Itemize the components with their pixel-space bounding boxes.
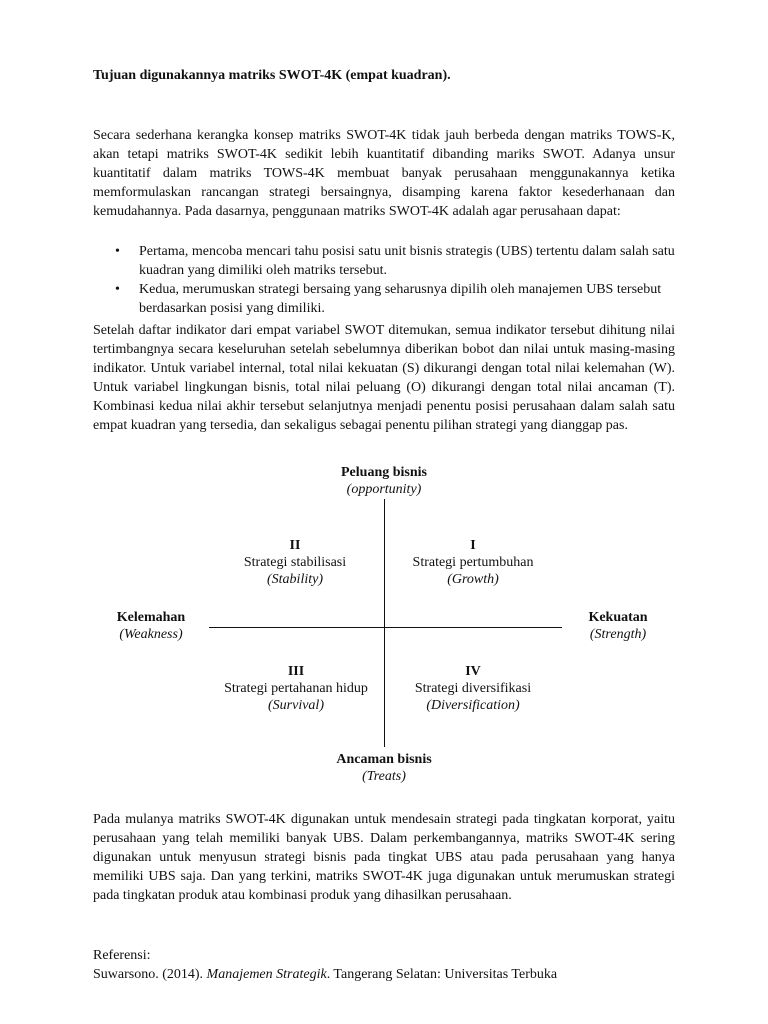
quadrant-3-english: (Survival)	[268, 698, 324, 713]
opportunity-sublabel: (opportunity)	[346, 482, 422, 497]
threat-label: Ancaman bisnis	[336, 752, 432, 767]
quadrant-1-english: (Growth)	[447, 572, 499, 587]
threat-sublabel: (Treats)	[362, 769, 406, 784]
quadrant-3-number: III	[287, 664, 305, 679]
reference-publisher: . Tangerang Selatan: Universitas Terbuka	[326, 967, 558, 982]
intro-paragraph: Secara sederhana kerangka konsep matriks SWOT-4K tidak jauh berbeda dengan matriks TOWS-K, akan tetapi matriks SWOT-4K sedikit lebih kuantitatif dibanding mariks SWOT. Adanya unsur kuantitatif dalam matriks TOWS-4K membuat banyak perusahaan menggunakannya ketika memformulaskan rancangan strategi bersaingnya, disamping karena faktor kesederhanaan dan kemudahannya. Pada dasarnya, penggunaan matriks SWOT-4K adalah agar perusahaan dapat:	[93, 128, 675, 219]
quadrant-2-number: II	[289, 538, 301, 553]
reference-section	[93, 946, 557, 984]
list-item-text: Kedua, merumuskan strategi bersaing yang seharusnya dipilih oleh manajemen UBS tersebut berdasarkan posisi yang dimiliki.	[139, 282, 662, 316]
opportunity-label: Peluang bisnis	[341, 465, 427, 480]
quadrant-2-english: (Stability)	[267, 572, 323, 587]
bullet-icon: •	[115, 244, 120, 259]
purpose-list	[93, 242, 675, 318]
quadrant-3-name: Strategi pertahanan hidup	[224, 681, 368, 696]
quadrant-4-number: IV	[465, 664, 481, 679]
bullet-icon: •	[115, 282, 120, 297]
axis-label-right	[562, 609, 674, 643]
reference-book-title: Manajemen Strategik	[206, 967, 327, 982]
quadrant-2	[205, 537, 385, 588]
method-paragraph: Setelah daftar indikator dari empat variabel SWOT ditemukan, semua indikator tersebut dihitung nilai tertimbangnya secara keseluruhan setelah sebelumnya diberikan bobot dan nilai untuk masing-masing indikator. Untuk variabel internal, total nilai kekuatan (S) dikurangi dengan total nilai kelemahan (W). Untuk variabel lingkungan bisnis, total nilai peluang (O) dikurangi dengan total nilai ancaman (T). Kombinasi kedua nilai akhir tersebut selanjutnya menjadi penentu posisi perusahaan dalam salah satu empat kuadran yang tersedia, dan sekaligus sebagai penentu pilihan strategi yang dianggap pas.	[93, 323, 675, 433]
quadrant-1-name: Strategi pertumbuhan	[412, 555, 534, 570]
list-item-text: Pertama, mencoba mencari tahu posisi satu unit bisnis strategis (UBS) tertentu dalam salah satu kuadran yang dimiliki oleh matriks tersebut.	[139, 244, 675, 278]
quadrant-1	[383, 537, 563, 588]
list-item	[93, 242, 675, 280]
document-title: Tujuan digunakannya matriks SWOT-4K (empat kuadran).	[93, 68, 451, 83]
weakness-label: Kelemahan	[116, 610, 186, 625]
quadrant-2-name: Strategi stabilisasi	[243, 555, 347, 570]
quadrant-4	[383, 663, 563, 714]
strength-label: Kekuatan	[588, 610, 648, 625]
vertical-axis-line	[384, 499, 385, 747]
quadrant-3	[206, 663, 386, 714]
history-paragraph: Pada mulanya matriks SWOT-4K digunakan untuk mendesain strategi pada tingkatan korporat, yaitu perusahaan yang telah memiliki banyak UBS. Dalam perkembangannya, matriks SWOT-4K sering digunakan untuk menyusun strategi bisnis pada tingkat UBS atau pada perusahaan yang hanya memiliki UBS saja. Dan yang terkini, matriks SWOT-4K juga digunakan untuk merumuskan strategi pada tingkatan produk atau kombinasi produk yang dihasilkan perusahaan.	[93, 812, 675, 903]
quadrant-4-name: Strategi diversifikasi	[414, 681, 532, 696]
axis-label-top	[284, 464, 484, 498]
axis-label-bottom	[284, 751, 484, 785]
horizontal-axis-line	[209, 627, 562, 628]
list-item	[93, 280, 675, 318]
quadrant-1-number: I	[470, 538, 476, 553]
reference-heading: Referensi:	[93, 948, 151, 963]
strength-sublabel: (Strength)	[589, 627, 647, 642]
reference-entry	[93, 965, 557, 984]
axis-label-left	[92, 609, 210, 643]
quadrant-4-english: (Diversification)	[426, 698, 520, 713]
weakness-sublabel: (Weakness)	[119, 627, 183, 642]
reference-author: Suwarsono. (2014).	[93, 967, 204, 982]
